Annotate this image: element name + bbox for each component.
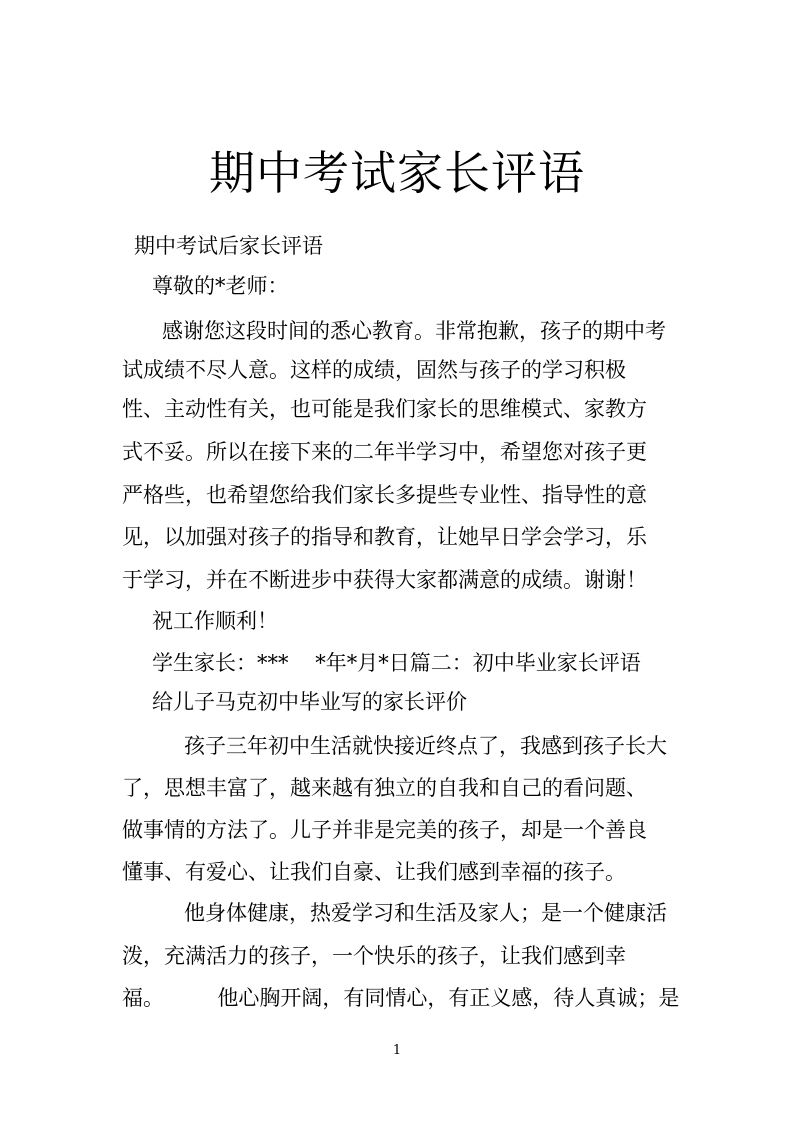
section-heading: 给儿子马克初中毕业写的家长评价 — [152, 690, 467, 714]
paragraph-line: 懂事、有爱心、让我们自豪、让我们感到幸福的孩子。 — [122, 860, 626, 884]
paragraph-line: 了，思想丰富了，越来越有独立的自我和自己的看问题、 — [122, 776, 647, 800]
subtitle: 期中考试后家长评语 — [134, 234, 323, 258]
paragraph-line: 泼，充满活力的孩子，一个快乐的孩子，让我们感到幸 — [122, 944, 626, 968]
paragraph-line: 福。 他心胸开阔，有同情心，有正义感，待人真诚；是 — [122, 986, 680, 1010]
letter-line: 于学习，并在不断进步中获得大家都满意的成绩。谢谢！ — [122, 568, 647, 592]
letter-line: 感谢您这段时间的悉心教育。非常抱歉，孩子的期中考 — [162, 319, 666, 343]
closing: 祝工作顺利！ — [152, 609, 278, 633]
paragraph-line: 做事情的方法了。儿子并非是完美的孩子，却是一个善良 — [122, 818, 647, 842]
letter-line: 见，以加强对孩子的指导和教育，让她早日学会学习，乐 — [122, 525, 647, 549]
paragraph-line: 孩子三年初中生活就快接近终点了，我感到孩子长大 — [184, 734, 667, 758]
letter-line: 试成绩不尽人意。这样的成绩，固然与孩子的学习积极 — [122, 358, 626, 382]
page-number: 1 — [392, 1043, 402, 1058]
letter-line: 式不妥。所以在接下来的二年半学习中，希望您对孩子更 — [122, 440, 647, 464]
signature: 学生家长：*** *年*月*日篇二：初中毕业家长评语 — [152, 651, 641, 675]
document-title: 期中考试家长评语 — [209, 146, 585, 200]
letter-line: 性、主动性有关，也可能是我们家长的思维模式、家教方 — [122, 397, 647, 421]
paragraph-line: 他身体健康，热爱学习和生活及家人；是一个健康活 — [184, 901, 667, 925]
greeting: 尊敬的*老师： — [152, 274, 289, 298]
letter-line: 严格些，也希望您给我们家长多提些专业性、指导性的意 — [122, 483, 647, 507]
